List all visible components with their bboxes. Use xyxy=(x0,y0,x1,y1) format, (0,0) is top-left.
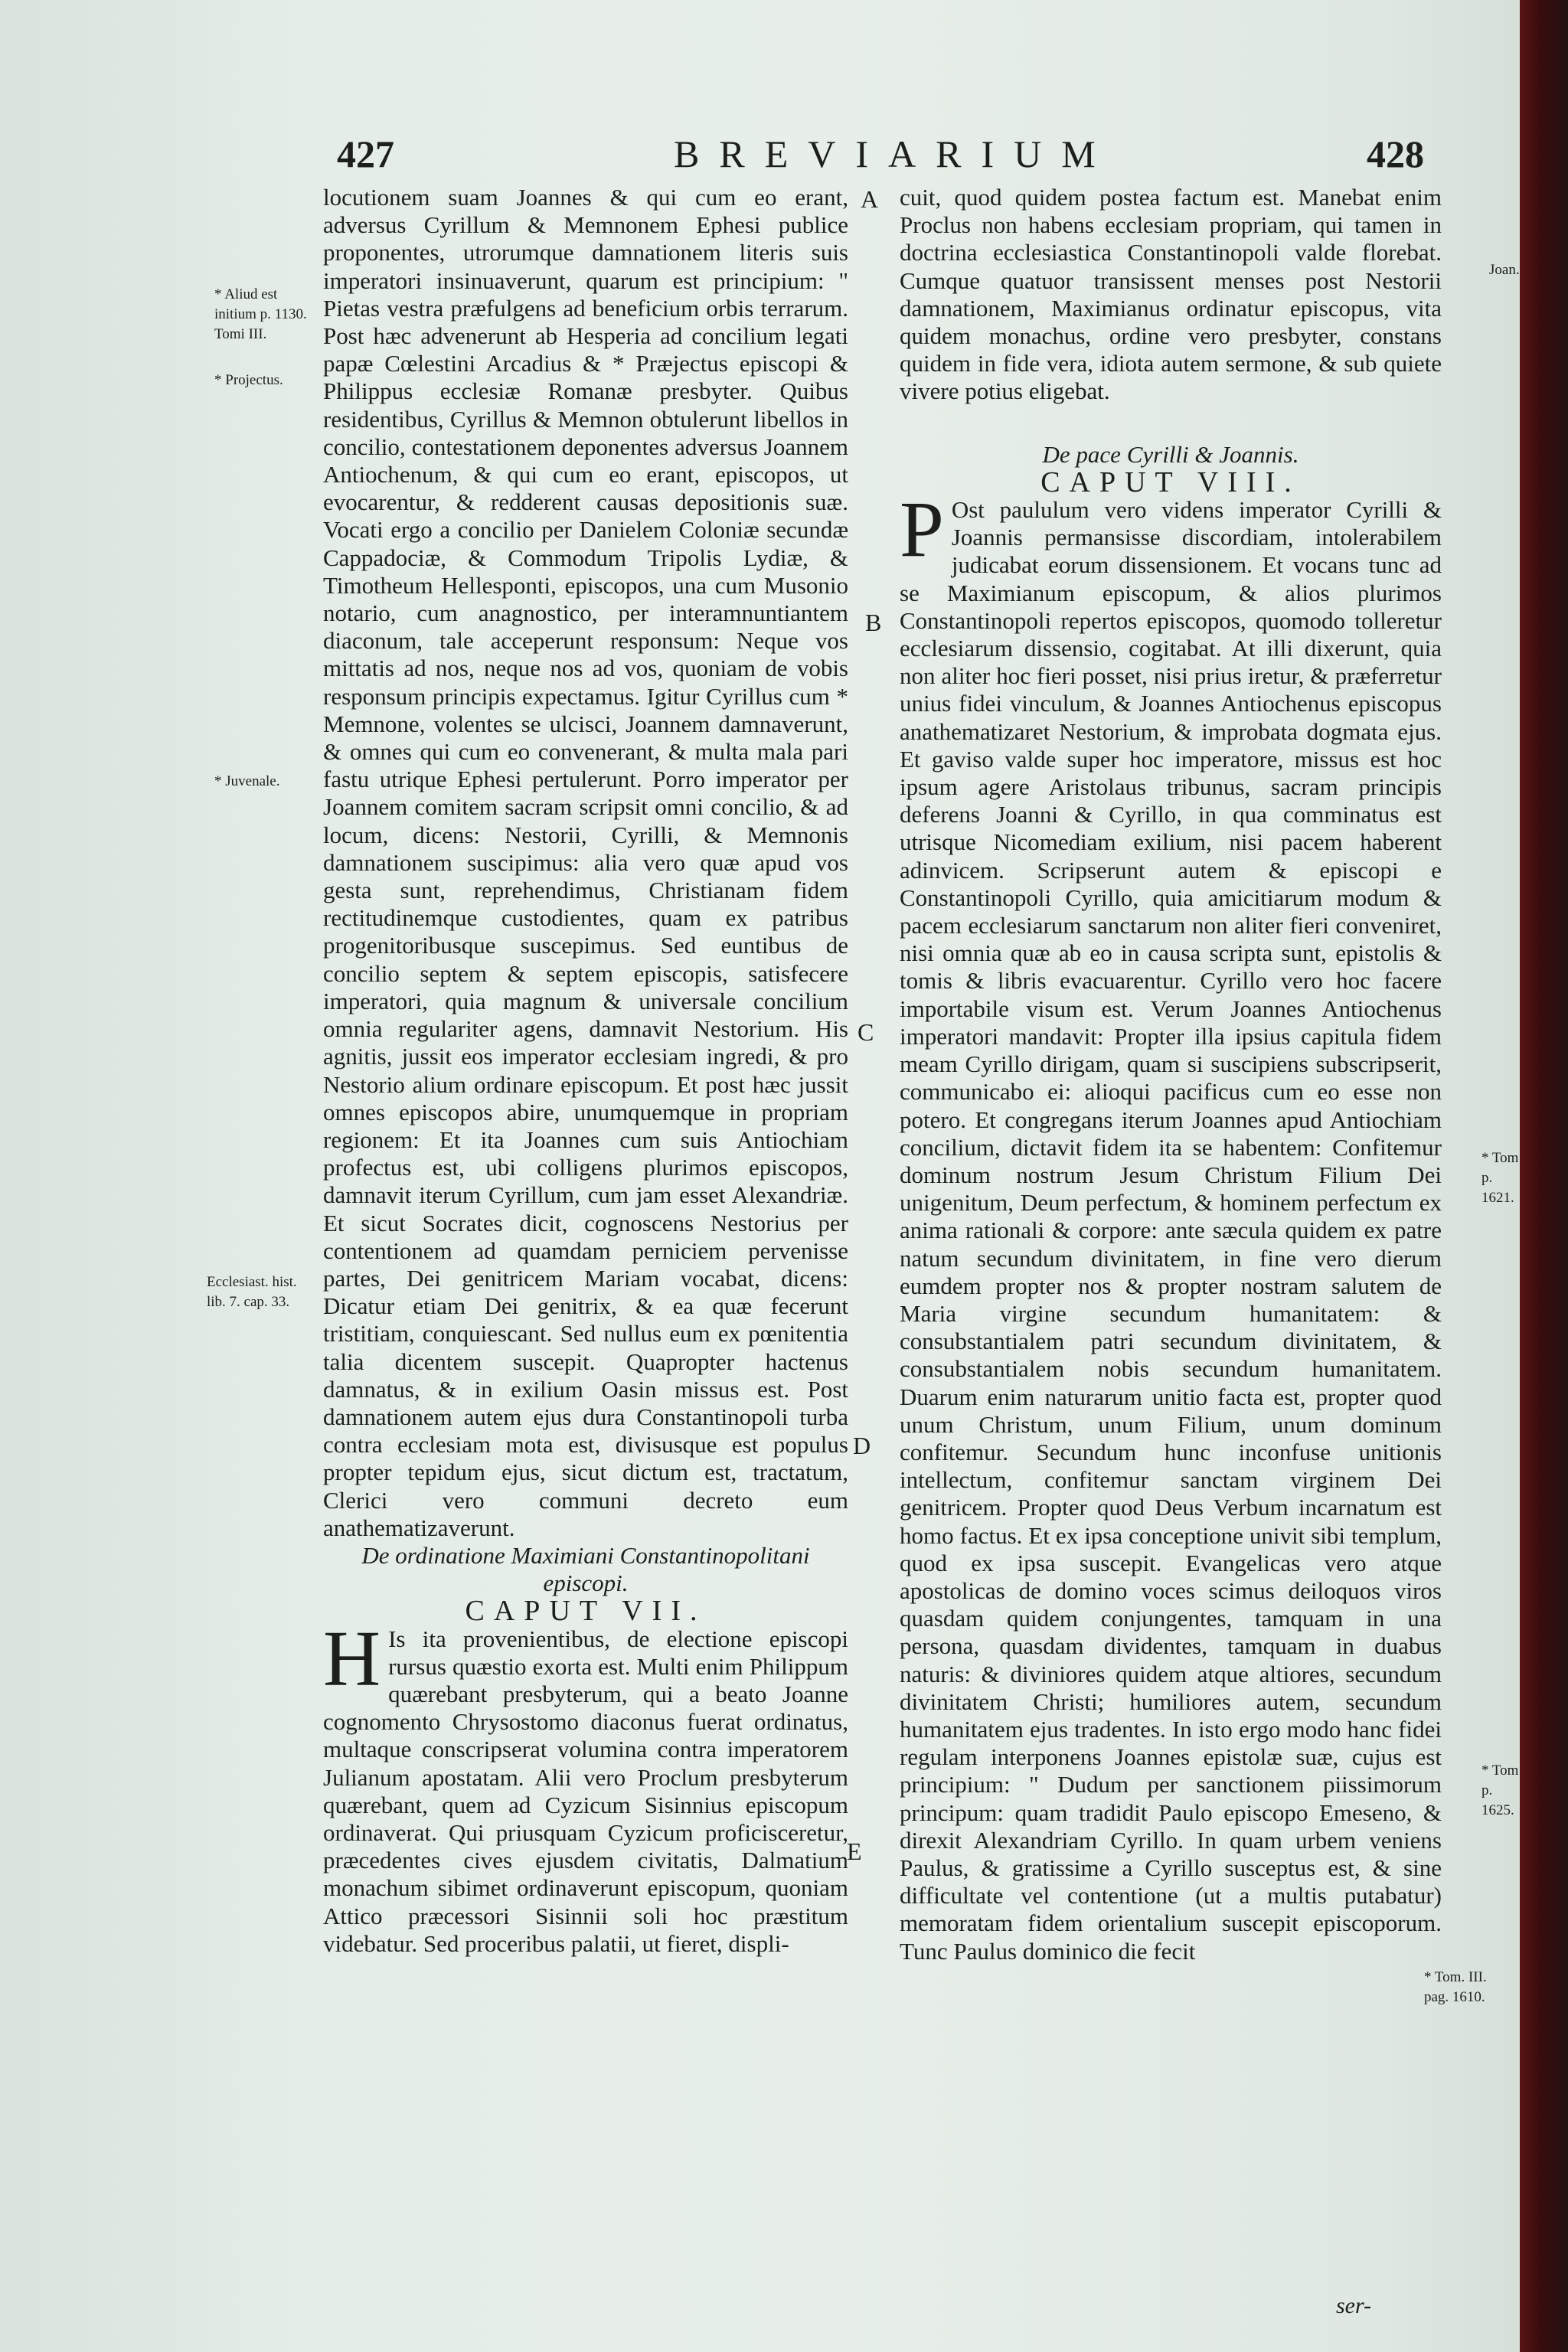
margin-note-juvenale: * Juvenale. xyxy=(214,773,280,789)
section-marker-b: B xyxy=(865,609,882,636)
right-column-text: cuit, quod quidem postea factum est. Manebat enim Proclus non habens ecclesiam propriam, qui tamen in doctrina ecclesiastica Constantinopoli valde florebat. Cumque quatuor transissent menses post Nestorii damnationem, Maximianus ordinatur episcopus, vita quidem monachus, ordine vero presbyter, constans quidem in fide vera, idiota autem sermone, & sub quiete vivere potius eligebat. xyxy=(900,184,1442,405)
right-column xyxy=(900,184,1442,1965)
section-marker-d: D xyxy=(853,1432,871,1459)
chapter-vii-text: Is ita provenientibus, de electione episcopi rursus quæstio exorta est. Multi enim Philippum quærebant presbyterum, qui a beato Joanne cognomento Chrysostomo diaconus fuerat ordinatus, multaque conscripserat volumina contra imperatorem Julianum apostatam. Alii vero Proclum presbyterum quærebant, quem ad Cyzicum Sisinnius episcopum ordinaverat. Qui priusquam Cyzicum proficisceretur, præcedentes cives ejusdem civitatis, Dalmatium monachum sibimet ordinaverunt episcopum, quoniam Attico præcessori Sisinnii soli hoc præstitum videbatur. Sed proceribus palatii, ut fieret, displi- xyxy=(323,1625,848,1957)
chapter-heading-viii: De pace Cyrilli & Joannis. xyxy=(1042,440,1299,468)
section-marker-c: C xyxy=(858,1018,874,1046)
chapter-title-vii: CAPUT VII. xyxy=(465,1595,707,1628)
left-column xyxy=(323,184,848,1958)
margin-note-ecclesiast: Ecclesiast. hist. lib. 7. cap. 33. xyxy=(207,1274,297,1310)
page-number-right: 428 xyxy=(1367,132,1424,175)
margin-note-tom-iii: * Tom. III. pag. 1610. xyxy=(1424,1969,1487,2005)
chapter-title-viii: CAPUT VIII. xyxy=(1040,466,1301,498)
chapter-vii-body xyxy=(323,1614,848,1958)
running-title: BREVIARIUM xyxy=(674,132,1116,175)
margin-note-aliud: * Aliud est initium p. 1130. Tomi III. xyxy=(214,286,307,342)
dropcap-h: H xyxy=(323,1614,381,1703)
catchword: ser- xyxy=(1336,2293,1372,2318)
margin-note-tom-1621: * Tom p. 1621. xyxy=(1481,1150,1519,1206)
margin-note-joan: Joan. xyxy=(1489,262,1520,278)
chapter-viii-text: Ost paululum vero videns imperator Cyrilli & Joannis permansisse discordiam, intolerabilem judicabat eorum dissensionem. Et vocans tunc ad se Maximianum episcopum, & alios plurimos Constantinopoli repertos episcopos, quomodo tolleretur ecclesiarum dissensio, cogitabat. At illi dixerunt, quia non aliter hoc fieri posset, nisi prius iretur, & præferretur unius fidei vinculum, & Joannes Antiochenus episcopus anathematizaret Nestorium, & improbata dogmata ejus. Et gaviso valde super hoc imperatore, missus est hoc ipsum agere Aristolaus tribunus, sacram principis deferens Joanni & Cyrillo, in qua comminatus est utrisque Nicomediam exilium, nisi pacem haberent adinvicem. Scripserunt autem & episcopi e Constantinopoli Cyrillo, quia amicitiarum modum & pacem ecclesiarum sanctarum non aliter fieri conveniret, nisi omnia quæ ab eo in causa scripta sunt, epistolis & tomis & libris evacuarentur. Cyrillo vero hoc facere importabile visum est. Verum Joannes Antiochenus imperatori mandavit: Propter illa ipsius capitula fidem meam Cyrillo dirigam, quam si suscipiens subscripserit, communicabo ei: alioqui pacificus cum eo esse non potero. Et congregans iterum Joannes apud Antiochiam concilium, dictavit fidem ita se habentem: Confitemur dominum nostrum Jesum Christum Filium Dei unigenitum, Deum perfectum, & hominem perfectum ex anima rationali & corpore: ante sæcula quidem ex patre natum secundum divinitatem, in fine vero dierum eumdem propter nos & propter nostram salutem de Maria virgine secundum humanitatem: & consubstantialem patri secundum divinitatem, & consubstantialem nobis secundum humanitatem. Duarum enim naturarum unitio facta est, propter quod unum Christum, unum Filium, unum dominum confitemur. Secundum hunc inconfuse unitionis intellectum, confitemur sanctam virginem Dei genitricem. Propter quod Deus Verbum incarnatum est homo factus. Et ex ipsa conceptione univit sibi templum, quod ex ipsa suscepit. Evangelicas vero atque apostolicas de domino voces scimus deiloquos viros quasdam quidem conjungentes, tamquam in una persona, quasdam dividentes, tamquam in duabus naturis: & diviniores quidem atque altiores, secundum divinitatem Christi; humiliores autem, secundum humanitatem ejus tradentes. In isto ergo modo hanc fidei regulam interponens Joannes epistolæ suæ, cujus est principium: " Dudum per sanctionem piissimorum principum: quam tradidit Paulo episcopo Emeseno, & direxit Alexandriam Cyrillo. In quam urbem veniens Paulus, & gratissime a Cyrillo susceptus est, & sine difficultate vel contentione (ut a multis putabatur) memoratam fidem orientalium suscepit episcoporum. Tunc Paulus dominico die fecit xyxy=(900,496,1442,1965)
book-cover-edge xyxy=(1520,0,1568,2352)
page-number-left: 427 xyxy=(337,132,394,175)
left-column-text: locutionem suam Joannes & qui cum eo erant, adversus Cyrillum & Memnonem Ephesi publice proponentes, utrorumque damnationem literis suis imperatori insinuaverunt, quarum est principium: " Pietas vestra præfulgens ad beneficium orbis terrarum. Post hæc advenerunt ab Hesperia ad concilium legati papæ Cœlestini Arcadius & * Præjectus episcopi & Philippus ecclesiæ Romanæ presbyter. Quibus residentibus, Cyrillus & Memnon obtulerunt libellos in concilio, contestationem deponentes adversus Joannem Antiochenum, & qui cum eo erant, episcopos, ut evocarentur, & redderent causas depositionis suæ. Vocati ergo a concilio per Danielem Coloniæ secundæ Cappadociæ, & Commodum Tripolis Lydiæ, & Timotheum Hellesponti, episcopos, una cum Musonio notario, cum anagnostico, per interamnuntiantem diaconum, tale acceperunt responsum: Neque vos mittatis ad nos, neque nos ad vos, quoniam de vobis responsum principis expectamus. Igitur Cyrillus cum * Memnone, volentes se ulcisci, Joannem damnaverunt, & omnes qui cum eo convenerant, & multa mala pari fastu utrique Ephesi pertulerunt. Porro imperator per Joannem comitem sacram scripsit omni concilio, & ad locum, dicens: Nestorii, Cyrilli, & Memnonis damnationem suscipimus: alia vero quæ apud vos gesta sunt, reprehendimus, Christianam fidem rectitudinemque custodientes, quam ex patribus progenitoribusque suscepimus. Sed euntibus de concilio septem & septem episcopis, satisfecere imperatori, quia magnum & universale concilium omnia regulariter agens, damnavit Nestorium. His agnitis, jussit eos imperator ecclesiam ingredi, & pro Nestorio alium ordinare episcopum. Et post hæc jussit omnes episcopos abire, unumquemque in propriam regionem: Et ita Joannes cum suis Antiochiam profectus est, ubi colligens plurimos episcopos, damnavit iterum Cyrillum, cum jam esset Alexandriæ. Et sicut Socrates dicit, cognoscens Nestorius per contentionem ad quamdam perniciem pervenisse partes, Dei genitricem Mariam vocabat, dicens: Dicatur etiam Dei genitrix, & ea quæ fecerunt tristitiam, conquiescant. Sed nullus eum ex pœnitentia talia dicentem suscepit. Quapropter hactenus damnatus, & in exilium Oasin missus est. Post damnationem autem ejus dura Constantinopoli turba contra ecclesiam mota est, divisusque est populus propter tepidum ejus, sicut dictum est, tractatum, Clerici vero communi decreto eum anathematizaverunt. xyxy=(323,184,848,1541)
dropcap-p: P xyxy=(900,485,944,574)
section-marker-e: E xyxy=(847,1838,862,1865)
chapter-heading-vii: De ordinatione Maximiani Constantinopolitani episcopi. xyxy=(361,1541,810,1597)
chapter-viii-body xyxy=(900,485,1442,1965)
margin-note-tom-1625: * Tom p. 1625. xyxy=(1481,1762,1519,1818)
margin-note-projectus: * Projectus. xyxy=(214,372,283,388)
section-marker-a: A xyxy=(861,185,879,213)
